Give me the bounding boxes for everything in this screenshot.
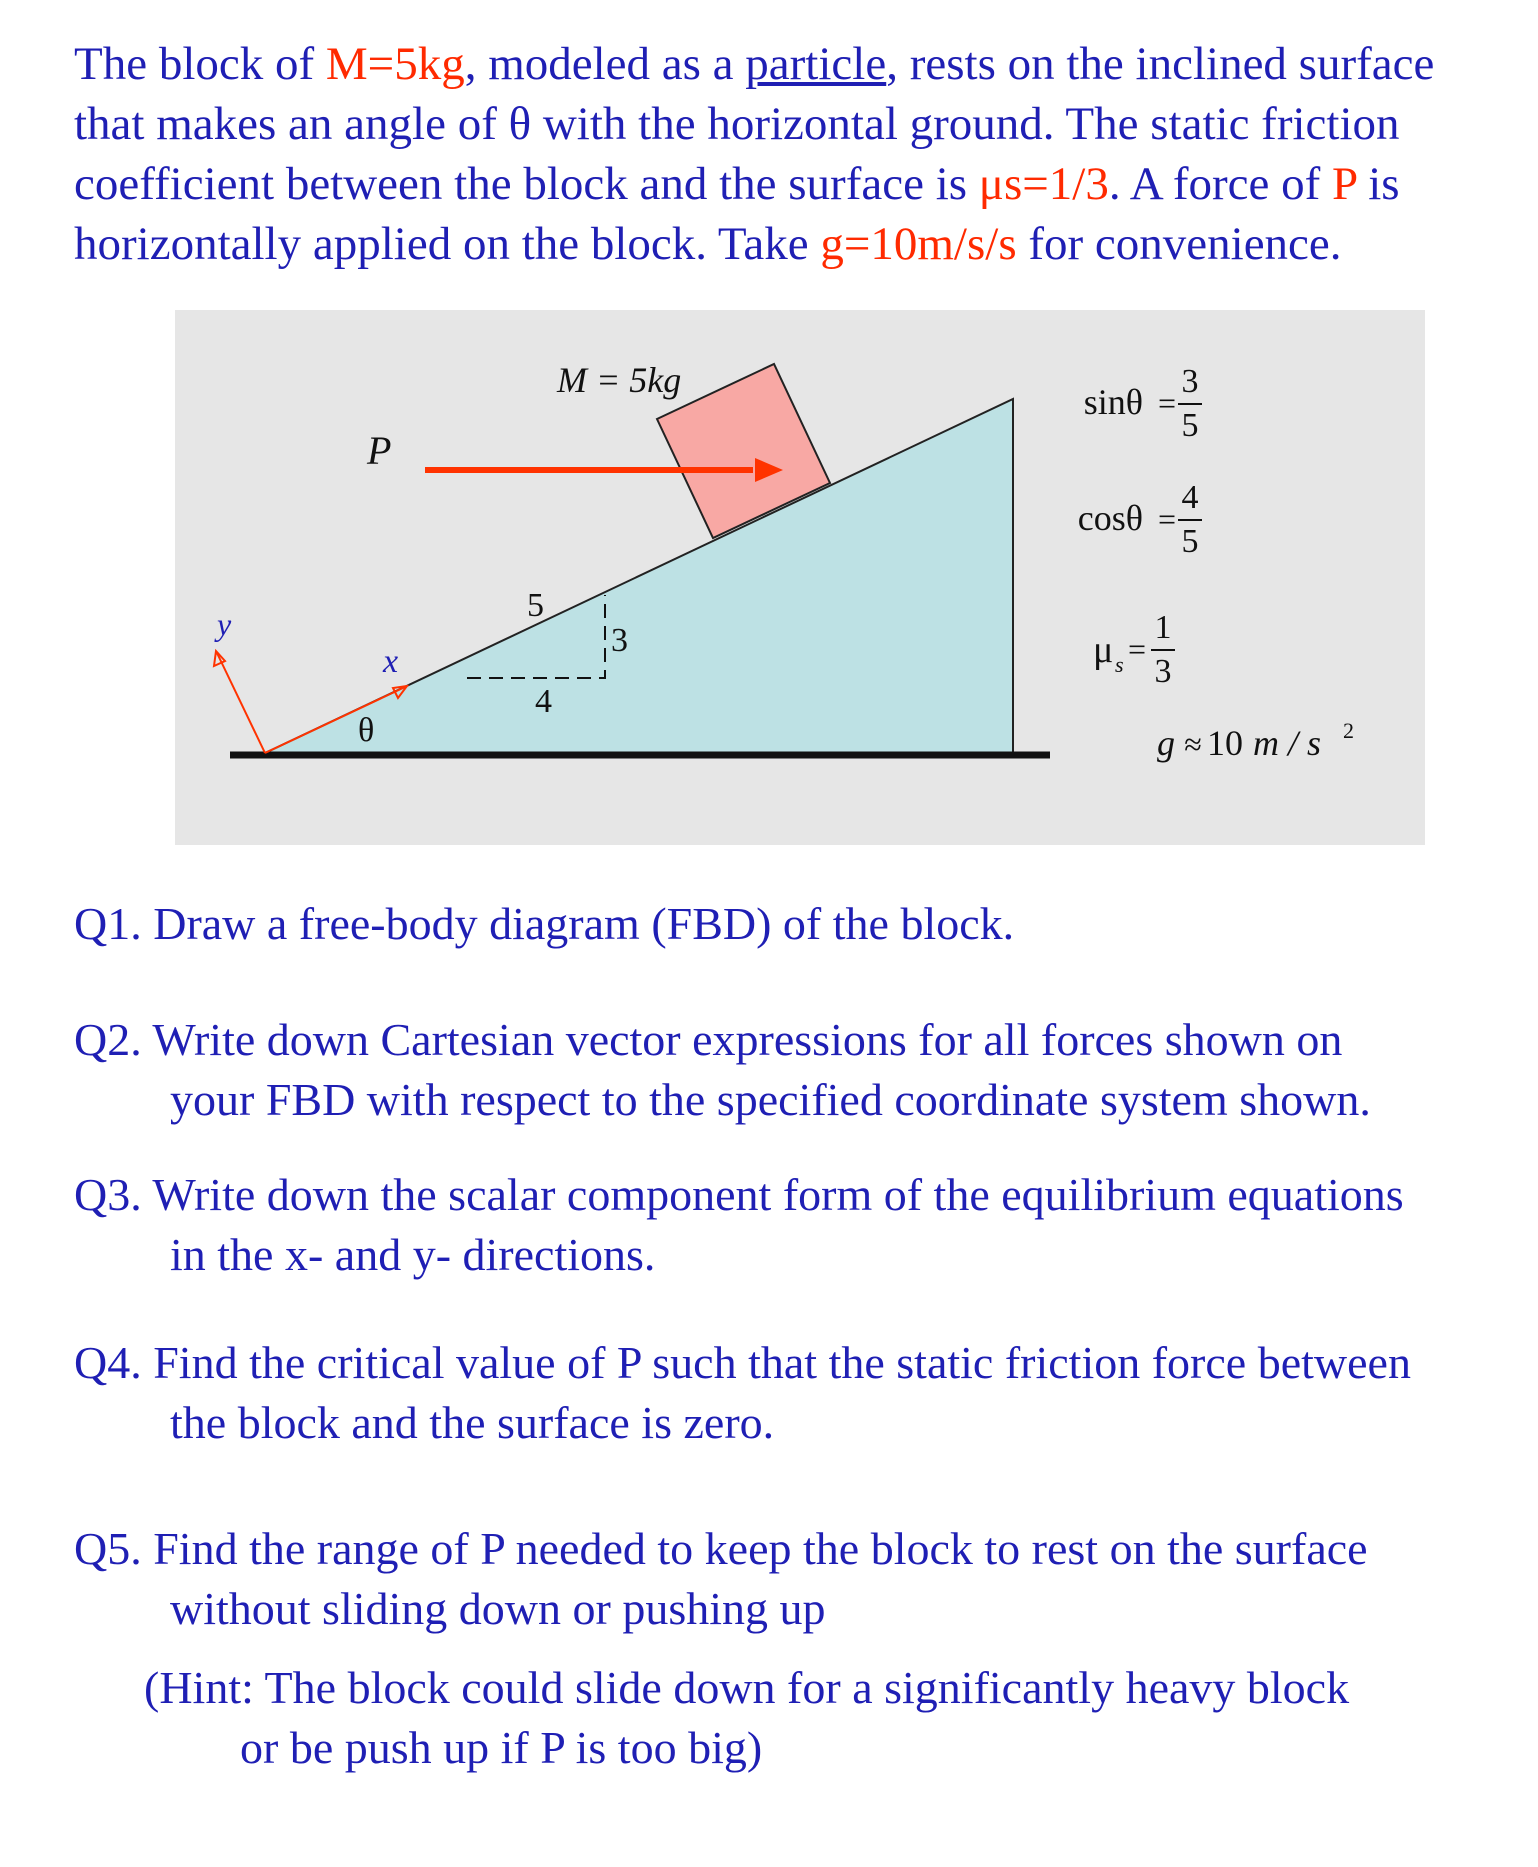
sin-numerator: 3 [1181, 363, 1199, 400]
intro-text-6: for convenience. [1016, 218, 1342, 270]
force-symbol: P [1332, 158, 1357, 210]
intro-text-2: , modeled as a [464, 38, 746, 90]
approx-sign: ≈ [1184, 726, 1202, 762]
mu-symbol: μ [1093, 629, 1114, 671]
intro-text-4: . A force of [1108, 158, 1333, 210]
cos-numerator: 4 [1181, 479, 1199, 516]
friction-coefficient-value: μs=1/3 [978, 158, 1109, 210]
question-4-line-1: Q4. Find the critical value of P such that the static friction force between [74, 1337, 1411, 1388]
intro-text-1: The block of [74, 38, 326, 90]
gravity-unit: m / s [1253, 723, 1322, 763]
mu-subscript: s [1115, 652, 1124, 677]
mu-equals: = [1127, 631, 1147, 667]
hint-line-1: (Hint: The block could slide down for a significantly heavy block [144, 1662, 1350, 1713]
y-axis-label: y [217, 606, 232, 642]
sin-denominator: 5 [1181, 407, 1199, 444]
sin-equals: = [1157, 385, 1177, 421]
x-axis-label: x [383, 643, 399, 680]
question-3 [74, 1165, 1514, 1285]
incline-diagram [175, 310, 1425, 845]
question-1 [74, 894, 1514, 954]
problem-statement [74, 34, 1514, 274]
gravity-value: g=10m/s/s [820, 218, 1017, 270]
cos-equals: = [1157, 501, 1177, 537]
particle-term: particle [745, 38, 887, 90]
question-2-line-2: your FBD with respect to the specified coordinate system shown. [170, 1074, 1371, 1125]
mu-denominator: 3 [1154, 653, 1172, 690]
force-label: P [367, 428, 392, 473]
question-4 [74, 1333, 1514, 1453]
adjacent-label: 4 [535, 683, 552, 720]
question-3-line-2: in the x- and y- directions. [170, 1229, 656, 1280]
mu-numerator: 1 [1154, 609, 1172, 646]
cos-theta-label: cosθ [1077, 498, 1143, 538]
angle-label: θ [358, 712, 375, 749]
question-5-line-1: Q5. Find the range of P needed to keep the block to rest on the surface [74, 1523, 1368, 1574]
question-2-line-1: Q2. Write down Cartesian vector expressions for all forces shown on [74, 1014, 1343, 1065]
cos-denominator: 5 [1181, 523, 1199, 560]
question-3-line-1: Q3. Write down the scalar component form of the equilibrium equations [74, 1169, 1404, 1220]
intro-text-3: , rests on the inclined surface that makes an angle of θ with the horizontal ground. The static friction coefficient between the block and the surface is [74, 38, 1435, 210]
intro-text-5: is horizontally applied on the block. Take [74, 158, 1400, 270]
hint-line-2: or be push up if P is too big) [240, 1722, 763, 1773]
hint [144, 1658, 1504, 1778]
question-2 [74, 1010, 1514, 1130]
mass-label: M = 5kg [557, 360, 682, 400]
gravity-number: 10 [1207, 723, 1243, 763]
question-5 [74, 1519, 1514, 1639]
hypotenuse-label: 5 [527, 587, 544, 624]
question-1-text: Q1. Draw a free-body diagram (FBD) of the block. [74, 898, 1015, 949]
incline-diagram-svg [175, 310, 1425, 845]
sin-theta-label: sinθ [1083, 382, 1143, 422]
gravity-symbol: g [1157, 723, 1175, 763]
question-4-line-2: the block and the surface is zero. [170, 1397, 775, 1448]
mass-value: M=5kg [325, 38, 465, 90]
gravity-exponent: 2 [1343, 718, 1354, 743]
opposite-label: 3 [611, 622, 628, 659]
question-5-line-2: without sliding down or pushing up [170, 1583, 826, 1634]
